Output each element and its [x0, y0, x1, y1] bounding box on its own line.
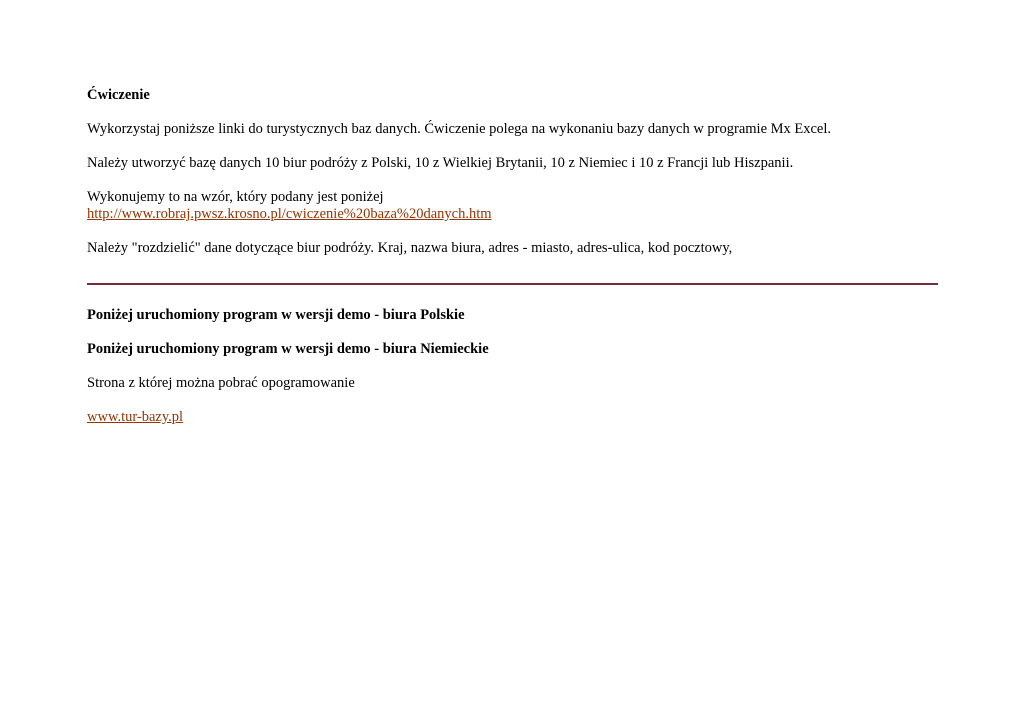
example-link[interactable]: http://www.robraj.pwsz.krosno.pl/cwiczenie%20baza%20danych.htm	[87, 206, 492, 222]
horizontal-divider	[87, 283, 938, 285]
exercise-heading: Ćwiczenie	[87, 87, 150, 103]
task-paragraph: Należy utworzyć bazę danych 10 biur podróży z Polski, 10 z Wielkiej Brytanii, 10 z Niemiec i 10 z Francji lub Hiszpanii.	[87, 155, 794, 171]
download-text: Strona z której można pobrać opogramowanie	[87, 375, 355, 391]
intro-paragraph: Wykorzystaj poniższe linki do turystycznych baz danych. Ćwiczenie polega na wykonaniu bazy danych w programie Mx Excel.	[87, 121, 832, 137]
pattern-paragraph: Wykonujemy to na wzór, który podany jest poniżej	[87, 189, 384, 205]
demo-polish-heading: Poniżej uruchomiony program w wersji demo - biura Polskie	[87, 307, 465, 323]
demo-german-heading: Poniżej uruchomiony program w wersji demo - biura Niemieckie	[87, 341, 489, 357]
site-link[interactable]: www.tur-bazy.pl	[87, 409, 184, 425]
split-paragraph: Należy "rozdzielić" dane dotyczące biur podróży. Kraj, nazwa biura, adres - miasto, adres-ulica, kod pocztowy,	[87, 240, 733, 256]
